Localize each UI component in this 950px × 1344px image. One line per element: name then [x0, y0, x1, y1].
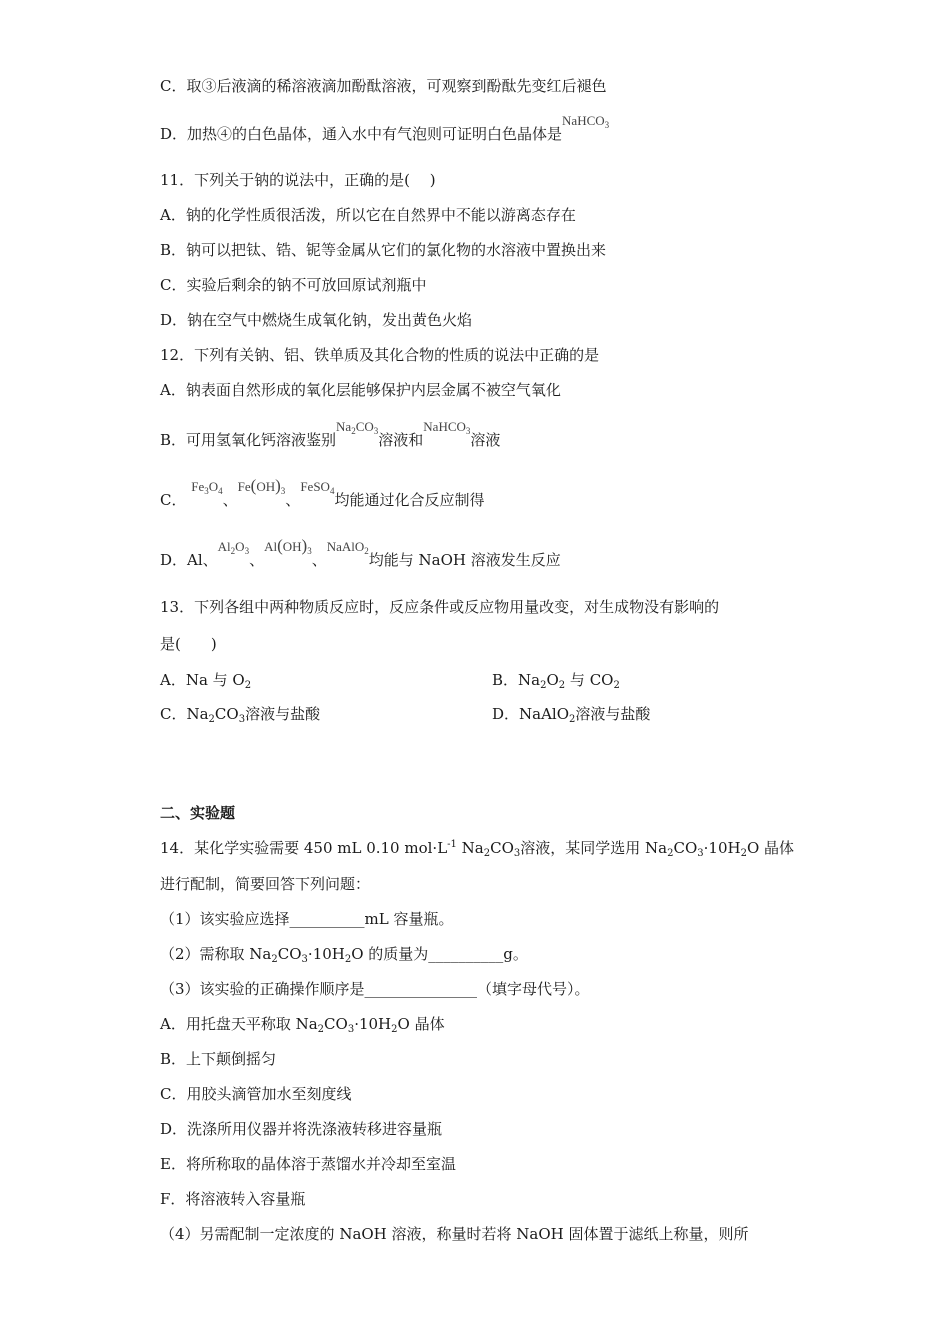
formula-nahco3: NaHCO$_3$: [423, 419, 471, 436]
formula-nahco3: NaHCO$_3$: [562, 113, 610, 130]
q13-option-b: B．$Na_2O_2$ 与 $CO_2$: [492, 671, 620, 691]
q14-part-4: （4）另需配制一定浓度的 NaOH 溶液，称量时若将 NaOH 固体置于滤纸上称量，则所: [160, 1225, 749, 1243]
formula-fe-oh3: $Fe(OH)_3$: [237, 476, 286, 496]
q14-stem-line1: 14．某化学实验需要 450 mL 0.10 $mol\cdot L^{-1}$ $Na_2CO_3$溶液，某同学选用 $Na_2CO_3\cdot 10H_2O$ 晶体: [160, 839, 795, 859]
q11-option-d: D．钠在空气中燃烧生成氧化钠，发出黄色火焰: [160, 311, 473, 329]
q10-option-d: D．加热④的白色晶体，通入水中有气泡则可证明白色晶体是NaHCO$_3$: [160, 113, 610, 143]
q11-option-a: A．钠的化学性质很活泼，所以它在自然界中不能以游离态存在: [160, 206, 576, 224]
formula-na2co3: $Na_2CO_3$: [336, 419, 379, 436]
q11-stem: 11．下列关于钠的说法中，正确的是( ): [160, 171, 436, 189]
q13-option-a: A．Na 与 $O_2$: [160, 671, 252, 691]
q14-stem-line2: 进行配制，简要回答下列问题：: [160, 875, 371, 893]
formula-naalo2: NaAlO$_2$: [326, 539, 369, 556]
q14-step-c: C．用胶头滴管加水至刻度线: [160, 1085, 352, 1103]
q14-step-a: A．用托盘天平称取 $Na_2CO_3\cdot 10H_2O$ 晶体: [160, 1015, 445, 1035]
q13-stem-line1: 13．下列各组中两种物质反应时，反应条件或反应物用量改变，对生成物没有影响的: [160, 598, 720, 616]
q12-option-a: A．钠表面自然形成的氧化层能够保护内层金属不被空气氧化: [160, 381, 561, 399]
q14-step-f: F．将溶液转入容量瓶: [160, 1190, 306, 1208]
formula-feso4: FeSO$_4$: [300, 479, 335, 496]
q14-step-d: D．洗涤所用仪器并将洗涤液转移进容量瓶: [160, 1120, 443, 1138]
q12-option-b: B．可用氢氧化钙溶液鉴别$Na_2CO_3$溶液和NaHCO$_3$溶液: [160, 419, 501, 449]
q13-option-d: D．NaAlO$_2$溶液与盐酸: [492, 705, 651, 725]
q11-option-c: C．实验后剩余的钠不可放回原试剂瓶中: [160, 276, 427, 294]
formula-fe3o4: $Fe_3O_4$: [191, 479, 223, 496]
q10-option-c: C．取③后液滴的稀溶液滴加酚酞溶液，可观察到酚酞先变红后褪色: [160, 77, 607, 95]
q14-part-1: （1）该实验应选择__________mL 容量瓶。: [160, 910, 454, 928]
q11-option-b: B．钠可以把钛、锆、铌等金属从它们的氯化物的水溶液中置换出来: [160, 241, 607, 259]
formula-al2o3: $Al_2O_3$: [217, 539, 250, 556]
q13-option-c: C．$Na_2CO_3$溶液与盐酸: [160, 705, 321, 725]
q12-option-c: C． $Fe_3O_4$、$Fe(OH)_3$、FeSO$_4$均能通过化合反应制得: [160, 476, 485, 509]
q14-part-2: （2）需称取 $Na_2CO_3\cdot 10H_2O$ 的质量为__________g。: [160, 945, 528, 965]
q14-part-3: （3）该实验的正确操作顺序是_______________（填字母代号）。: [160, 980, 590, 998]
q14-step-b: B．上下颠倒摇匀: [160, 1050, 277, 1068]
q13-stem-line2: 是( ): [160, 635, 217, 653]
section-heading: 二、实验题: [160, 804, 236, 822]
formula-al-oh3: $Al(OH)_3$: [264, 536, 312, 556]
q14-step-e: E．将所称取的晶体溶于蒸馏水并冷却至室温: [160, 1155, 456, 1173]
q12-stem: 12．下列有关钠、铝、铁单质及其化合物的性质的说法中正确的是: [160, 346, 600, 364]
q12-option-d: D．Al、$Al_2O_3$、$Al(OH)_3$、NaAlO$_2$均能与 NaOH 溶液发生反应: [160, 536, 561, 569]
